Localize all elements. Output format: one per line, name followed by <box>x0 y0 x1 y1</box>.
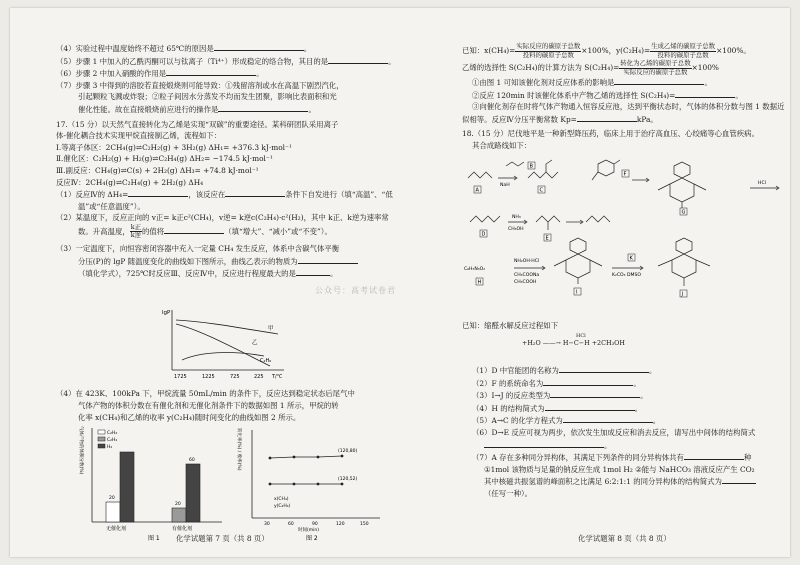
series-x-ch4 <box>270 456 342 458</box>
q17-4-2: ②反应 120min 时该催化体系中产物乙烯的选择性 S(C₂H₄)= 。 <box>472 90 743 100</box>
category-no-catalyst: 无催化剂 <box>106 526 127 532</box>
label-g: G <box>681 209 686 216</box>
legend-h2: H₂ <box>107 445 113 450</box>
legend-c2h6: C₂H₆ <box>260 358 272 364</box>
molecule-j-ring <box>676 238 692 254</box>
xtick-725: 725 <box>230 374 240 380</box>
reagent-ch3cooh: CH₃COOH <box>514 280 537 285</box>
page-8 <box>462 42 794 544</box>
label-i: I <box>575 289 577 296</box>
q16-7-cont2: 催化性能。故在直接煅烧前应进行的操作是 。 <box>78 104 316 114</box>
curve-jia <box>176 320 278 334</box>
q17-1-cont: 温”或“任意温度”）。 <box>78 201 145 211</box>
q17-2-cont: 数。升高温度， $\frac{\text{k正}}{\text{k逆}}$ 的值将 （填“增大”、“减小”或“不变”）。 <box>78 222 332 240</box>
q17-4-1: ①由图 1 可知该催化剂对反应体系的影响是 。 <box>472 78 712 87</box>
bar-nocat-c2h2 <box>106 502 120 522</box>
q18-questions <box>462 364 794 500</box>
bar-nocat-h2 <box>120 452 134 522</box>
label-h: H <box>477 279 482 286</box>
q16-7-cont1: 引起颗粒飞溅或炸裂；②粒子间因水分蒸发不均而发生团聚，影响比表面积和光 <box>78 92 337 102</box>
y-axis-label: lgP <box>162 310 171 316</box>
q18-2: （2）F 的系统命名为 。 <box>472 378 641 388</box>
hydrolysis-equation: HCl +H₂O ——→ H−C−H +2CH₃OH <box>522 333 625 347</box>
definition-line: 已知：x(CH₄)= $\frac{\text{实际反应的碳原子总数}}{\text{投料的碳原子总数}}$ ×100%，y(C₂H₄)= $\frac{\text{生成乙烯的碳原子总数}}{\text{投料的碳原子总数}}$ ×100%。 <box>462 42 751 59</box>
xtick-120: 120 <box>336 522 345 527</box>
exam-sheet <box>10 8 790 557</box>
q18-7-nmr: 其中核磁共振氢谱的峰面积之比满足 6:2:1:1 的同分异构体的结构简式为 <box>462 475 794 488</box>
molecule-nitrobenzaldehyde <box>598 160 614 176</box>
fig2-xlabel: 时间(min) <box>298 528 319 533</box>
q18-6: （6）D→E 反应可视为两步，依次发生加成反应和消去反应，请写出中间体的结构简式 <box>472 427 756 437</box>
q17-3: （3）一定温度下，向恒容密闭容器中充入一定量 CH₄ 发生反应，体系中含碳气体平衡 <box>56 243 340 253</box>
bar-cat-c2h4 <box>172 508 186 522</box>
legend-y-c2h4: y(C₂H₄) <box>274 504 291 509</box>
legend-c2h4: C₂H₄ <box>107 438 118 443</box>
fig1-ylabel: 气体产物的体积分数(%) <box>78 426 83 475</box>
reagent-nh2oh: NH₂OH·HCl <box>514 259 540 264</box>
q17-1: （1）反应Ⅳ的 ΔH₄= ，该反应在 条件下自发进行（填“高温”、“低 <box>56 190 393 200</box>
label-k: K <box>629 255 633 262</box>
fig1-caption: 图 1 <box>148 535 160 542</box>
q18-7-end: （任写一种）。 <box>484 488 533 498</box>
q16-5: （5）步骤 1 中加入的乙酰丙酮可以与钛离子（Ti⁴⁺）形成稳定的络合物，其目的是 。 <box>56 56 396 66</box>
xtick-1725: 1725 <box>174 374 187 380</box>
bar-label-20-b: 20 <box>175 502 181 507</box>
reaction-2: Ⅱ.催化区：C₂H₂(g) + H₂(g)⇌C₂H₄(g) ΔH₂= −174.5 kJ·mol⁻¹ <box>56 154 273 164</box>
molecule-a <box>468 172 492 178</box>
xtick-30: 30 <box>264 522 270 527</box>
molecule-e <box>536 216 560 230</box>
xtick-150: 150 <box>360 522 369 527</box>
q18-3: （3）I→J 的反应类型为 。 <box>472 391 648 401</box>
q16-6: （6）步骤 2 中加入硝酸的作用是 。 <box>56 69 264 79</box>
bar-cat-h2 <box>186 464 200 522</box>
category-with-catalyst: 有催化剂 <box>172 526 193 532</box>
label-f: F <box>623 171 627 178</box>
xtick-90: 90 <box>312 522 318 527</box>
q17-title: 17.（15 分）以天然气直接转化为乙烯是实现“双碳”的重要途径。某科研团队采用离子 <box>56 119 339 129</box>
known-hydrolysis: 已知：缩醛水解反应过程如下 <box>462 321 559 330</box>
q18-6-blank: 。 <box>462 439 794 452</box>
xtick-60: 60 <box>288 522 294 527</box>
reagent-nah: NaH <box>500 183 510 188</box>
molecule-j <box>672 254 696 278</box>
molecule-i-ring <box>570 238 586 254</box>
molecule-d <box>470 216 500 222</box>
reagent-ch3coona: CH₃COONa <box>514 273 540 278</box>
watermark: 公众号：高考试卷君 <box>315 286 396 295</box>
q18-4: （4）H 的结构简式为 。 <box>472 403 643 413</box>
reaction-3: Ⅲ.副反应：CH₄(g)⇌C(s) + 2H₂(g) ΔH₃= +74.8 kJ·mol⁻¹ <box>56 165 259 175</box>
selectivity-line: 乙烯的选择性 S(C₂H₄)的计算方法为 S(C₂H₄)= $\frac{\text{转化为乙烯的碳原子总数}}{\text{实际反应的碳原子总数}}$ ×100% <box>462 59 719 76</box>
q18-7: （7）A 存在多种同分异构体，其满足下列条件的同分异构体共有 种 <box>472 453 752 463</box>
page-7-footer: 化学试题第 7 页（共 8 页） <box>176 534 269 544</box>
q16-7: （7）步骤 3 中得到的溶胶若直接煅烧则可能导致：①残留溶剂或水在高温下剧烈汽化， <box>56 80 344 90</box>
reagent-hcl: HCl <box>758 181 766 186</box>
figure-2-line-chart <box>234 426 384 546</box>
reagent-start-h: C₆H₅N₃O₂ <box>464 267 486 272</box>
lgp-temperature-figure <box>160 306 290 392</box>
label-e: E <box>545 235 549 242</box>
q17-2: （2）某温度下，反应正向的 v正= k正c²(CH₄)，v逆= k逆c(C₂H₄)·c²(H₂)，其中 k正、k逆为速率常 <box>56 213 389 223</box>
q17-4-cont2: 化率 x(CH₄)和乙烯的收率 y(C₂H₄)随时间变化的曲线如图 2 所示。 <box>78 413 301 422</box>
label-j: J <box>681 291 683 298</box>
label-b: B <box>529 163 533 170</box>
q18-1: （1）D 中官能团的名称为 。 <box>472 366 657 375</box>
bar-label-20-a: 20 <box>109 496 115 501</box>
annot-120-52: (120,52) <box>338 477 358 482</box>
label-d: D <box>481 231 486 238</box>
q17-3-cont1: 分压(P)的 lgP 随温度变化的曲线如下图所示，曲线乙表示的物质为 <box>56 255 390 268</box>
legend-x-ch4: x(CH₄) <box>274 497 289 502</box>
legend-c2h2: C₂H₂ <box>107 431 118 436</box>
molecule-e2 <box>586 216 610 222</box>
legend-yi: 乙 <box>252 340 258 346</box>
q16-4: （4）实验过程中温度始终不超过 65℃的原因是 。 <box>56 44 312 53</box>
label-c: C <box>539 187 543 194</box>
legend-swatch-h2 <box>98 444 105 448</box>
k-ratio: $\frac{\text{k正}}{\text{k逆}}$ <box>130 222 142 240</box>
xtick-1225: 1225 <box>202 374 215 380</box>
fig2-caption: 图 2 <box>306 535 318 542</box>
q17-4-cont1: 气体产物的体积分数在有催化剂和无催化剂条件下的数据如图 1 所示，甲烷的转 <box>78 401 339 410</box>
annot-120-80: (120,80) <box>338 449 358 454</box>
molecule-g <box>674 162 690 178</box>
curve-c2h6 <box>182 353 264 360</box>
q18-7-conditions: ①1mol 该物质与足量的钠反应生成 1mol H₂ ②能与 NaHCO₃ 溶液反应产生 CO₂ <box>484 464 755 474</box>
bar-label-60: 60 <box>189 458 195 463</box>
q17-4: （4）在 423K、100kPa 下，甲烷流量 50mL/min 的条件下，反应达到稳定状态后尾气中 <box>56 389 355 398</box>
reagent-k2co3: K₂CO₃ DMSO <box>612 273 642 278</box>
q17-4-3: ③向催化剂存在时将气体产物通入恒容反应池，达到平衡状态时，气体的体积分数与图 1 数据近 <box>472 102 785 112</box>
figure-1-bar-chart <box>76 424 226 546</box>
q18-title: 18.（15 分）尼伐地平是一种新型降压药，临床上用于治疗高血压、心绞痛等心血管疾病。 <box>462 129 759 139</box>
legend-swatch-c2h4 <box>98 437 105 441</box>
molecule-i <box>566 254 590 278</box>
q18-title-cont: 其合成路线如下： <box>472 140 532 150</box>
page-8-footer: 化学试题第 8 页（共 8 页） <box>578 534 671 544</box>
legend-swatch-c2h2 <box>98 430 105 434</box>
q17-4-3-cont: 似相等。反应Ⅳ分压平衡常数 Kp= kPa。 <box>462 114 658 124</box>
fig2-ylabel: 转化率(%) / 收率(%) <box>236 428 241 471</box>
legend-jia: 甲 <box>268 326 274 332</box>
reaction-1: Ⅰ.等离子体区：2CH₄(g)⇌C₂H₂(g) + 3H₂(g) ΔH₁= +376.3 kJ·mol⁻¹ <box>56 142 292 152</box>
reagent-nh3: NH₃ <box>512 215 521 220</box>
q17-3-cont2: （填化学式），725℃时反应Ⅲ、反应Ⅳ中，反应进行程度最大的是 。 <box>78 269 338 279</box>
reaction-4: 反应Ⅳ：2CH₄(g)⇌C₂H₄(g) + 2H₂(g) ΔH₄ <box>56 177 204 187</box>
synthesis-scheme <box>462 160 794 318</box>
q17-title-cont: 体-催化耦合技术实现甲烷直接制乙烯，流程如下： <box>56 131 222 141</box>
label-a: A <box>475 187 479 194</box>
xtick-225: 225 <box>254 374 264 380</box>
x-axis-unit: T/℃ <box>272 374 283 380</box>
q18-5: （5）A→C 的化学方程式为 。 <box>472 416 661 426</box>
reagent-ch3oh: CH₃OH <box>508 227 524 232</box>
